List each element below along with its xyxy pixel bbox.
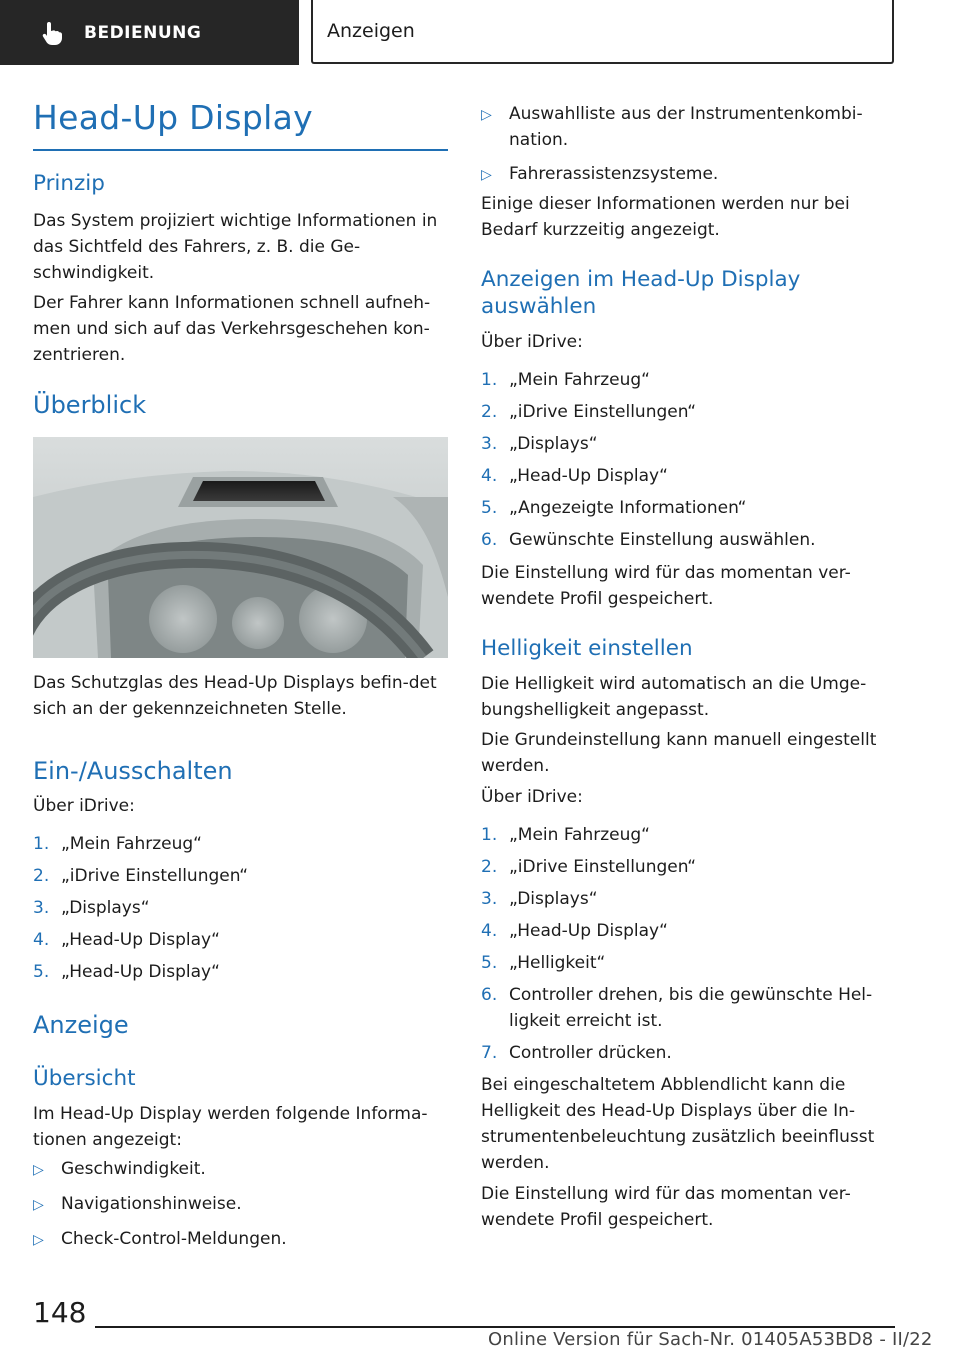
dashboard-illustration	[33, 437, 448, 658]
step-text: „Angezeigte Informationen“	[509, 498, 747, 518]
section-tab	[311, 0, 894, 64]
paragraph-prinzip-2: Der Fahrer kann Informationen schnell aufneh-men und sich auf das Verkehrsgeschehen kon-zentrieren.	[33, 293, 431, 365]
auswaehlen-intro: Über iDrive:	[481, 332, 583, 352]
bullet-text: Check-Control-Meldungen.	[61, 1229, 287, 1249]
list-item	[481, 399, 896, 425]
list-item	[481, 431, 896, 457]
auswaehlen-outro: Die Einstellung wird für das momentan ver-wendete Profil gespeichert.	[481, 563, 851, 609]
page-title: Head-Up Display	[33, 98, 313, 137]
step-text: „iDrive Einstellungen“	[509, 402, 697, 422]
bullet-text: Fahrerassistenzsysteme.	[509, 164, 719, 184]
list-item	[481, 527, 896, 553]
auswaehlen-steps	[481, 367, 896, 559]
chapter-tab	[0, 0, 299, 65]
list-item	[481, 950, 896, 976]
bullet-text: Geschwindigkeit.	[61, 1159, 206, 1179]
list-item	[33, 927, 448, 953]
figure-caption: Das Schutzglas des Head-Up Displays befin-det sich an der gekennzeichneten Stelle.	[33, 673, 437, 719]
step-number: 3.	[481, 889, 498, 909]
list-item	[33, 863, 448, 889]
step-text: „Head-Up Display“	[61, 930, 220, 950]
step-text: Controller drücken.	[509, 1043, 672, 1063]
list-item	[33, 831, 448, 857]
step-text: „iDrive Einstellungen“	[61, 866, 249, 886]
triangle-bullet-icon: ▷	[481, 167, 492, 183]
step-text: „Displays“	[509, 434, 598, 454]
list-item	[481, 161, 896, 188]
step-number: 3.	[481, 434, 498, 454]
paragraph-prinzip-1: Das System projiziert wichtige Informationen in das Sichtfeld des Fahrers, z. B. die Ge-schwindigkeit.	[33, 211, 438, 283]
step-text: „Head-Up Display“	[509, 466, 668, 486]
step-number: 5.	[481, 498, 498, 518]
list-item	[33, 1226, 448, 1253]
step-number: 2.	[481, 857, 498, 877]
helligkeit-p1: Die Helligkeit wird automatisch an die Umge-bungshelligkeit angepasst.	[481, 674, 867, 720]
list-item	[33, 1191, 448, 1218]
helligkeit-p3: Bei eingeschaltetem Abblendlicht kann die Helligkeit des Head-Up Displays über die In-strumentenbeleuchtung zusätzlich beeinflusst werden.	[481, 1075, 875, 1173]
triangle-bullet-icon: ▷	[33, 1162, 44, 1178]
step-text: „Head-Up Display“	[509, 921, 668, 941]
footer-online-version: Online Version für Sach-Nr. 01405A53BD8 - II/22	[488, 1329, 933, 1350]
step-number: 4.	[33, 930, 50, 950]
list-item	[481, 367, 896, 393]
heading-prinzip: Prinzip	[33, 171, 105, 196]
hand-pointer-icon	[38, 19, 66, 47]
step-number: 1.	[481, 370, 498, 390]
step-number: 6.	[481, 985, 498, 1005]
page-number: 148	[33, 1296, 87, 1329]
anzeige-bullets-cont	[481, 101, 896, 196]
triangle-bullet-icon: ▷	[33, 1232, 44, 1248]
section-label: Anzeigen	[327, 20, 415, 42]
title-rule	[33, 149, 448, 151]
step-text: „Mein Fahrzeug“	[509, 370, 650, 390]
heading-helligkeit: Helligkeit einstellen	[481, 636, 693, 661]
step-text: Controller drehen, bis die gewünschte Hel-ligkeit erreicht ist.	[509, 985, 873, 1031]
helligkeit-p2: Die Grundeinstellung kann manuell eingestellt werden.	[481, 730, 877, 776]
bullet-text: Navigationshinweise.	[61, 1194, 242, 1214]
hud-photo	[33, 437, 448, 658]
step-text: „Mein Fahrzeug“	[509, 825, 650, 845]
chapter-label: BEDIENUNG	[84, 22, 202, 43]
triangle-bullet-icon: ▷	[481, 107, 492, 123]
list-item	[33, 959, 448, 985]
list-item	[481, 1040, 896, 1066]
heading-anzeige: Anzeige	[33, 1011, 129, 1039]
step-text: „Helligkeit“	[509, 953, 606, 973]
step-number: 6.	[481, 530, 498, 550]
ein-aus-steps	[33, 831, 448, 991]
ein-aus-intro: Über iDrive:	[33, 796, 135, 816]
list-item	[481, 101, 896, 153]
heading-anzeigen-auswaehlen: Anzeigen im Head-Up Display auswählen	[481, 267, 801, 319]
step-number: 5.	[33, 962, 50, 982]
step-number: 3.	[33, 898, 50, 918]
step-text: Gewünschte Einstellung auswählen.	[509, 530, 816, 550]
bullet-text: Auswahlliste aus der Instrumentenkombi-nation.	[509, 104, 863, 150]
step-number: 4.	[481, 466, 498, 486]
anzeige-intro: Im Head-Up Display werden folgende Informa-tionen angezeigt:	[33, 1104, 428, 1150]
list-item	[481, 854, 896, 880]
list-item	[481, 495, 896, 521]
step-text: „Displays“	[61, 898, 150, 918]
helligkeit-p4: Die Einstellung wird für das momentan ver-wendete Profil gespeichert.	[481, 1184, 851, 1230]
triangle-bullet-icon: ▷	[33, 1197, 44, 1213]
anzeige-bullets	[33, 1156, 448, 1261]
step-number: 2.	[481, 402, 498, 422]
list-item	[481, 886, 896, 912]
list-item	[481, 463, 896, 489]
step-number: 1.	[481, 825, 498, 845]
list-item	[33, 895, 448, 921]
step-number: 7.	[481, 1043, 498, 1063]
list-item	[33, 1156, 448, 1183]
step-text: „Displays“	[509, 889, 598, 909]
list-item	[481, 982, 896, 1034]
helligkeit-intro: Über iDrive:	[481, 787, 583, 807]
step-number: 4.	[481, 921, 498, 941]
step-number: 5.	[481, 953, 498, 973]
list-item	[481, 918, 896, 944]
step-number: 2.	[33, 866, 50, 886]
heading-ein-ausschalten: Ein-/Ausschalten	[33, 757, 233, 785]
list-item	[481, 822, 896, 848]
step-text: „Mein Fahrzeug“	[61, 834, 202, 854]
helligkeit-steps	[481, 822, 896, 1072]
footer-rule	[95, 1326, 895, 1328]
step-text: „Head-Up Display“	[61, 962, 220, 982]
step-number: 1.	[33, 834, 50, 854]
heading-uebersicht: Übersicht	[33, 1066, 136, 1091]
note-kurzzeitig: Einige dieser Informationen werden nur bei Bedarf kurzzeitig angezeigt.	[481, 194, 850, 240]
step-text: „iDrive Einstellungen“	[509, 857, 697, 877]
heading-ueberblick: Überblick	[33, 391, 147, 419]
